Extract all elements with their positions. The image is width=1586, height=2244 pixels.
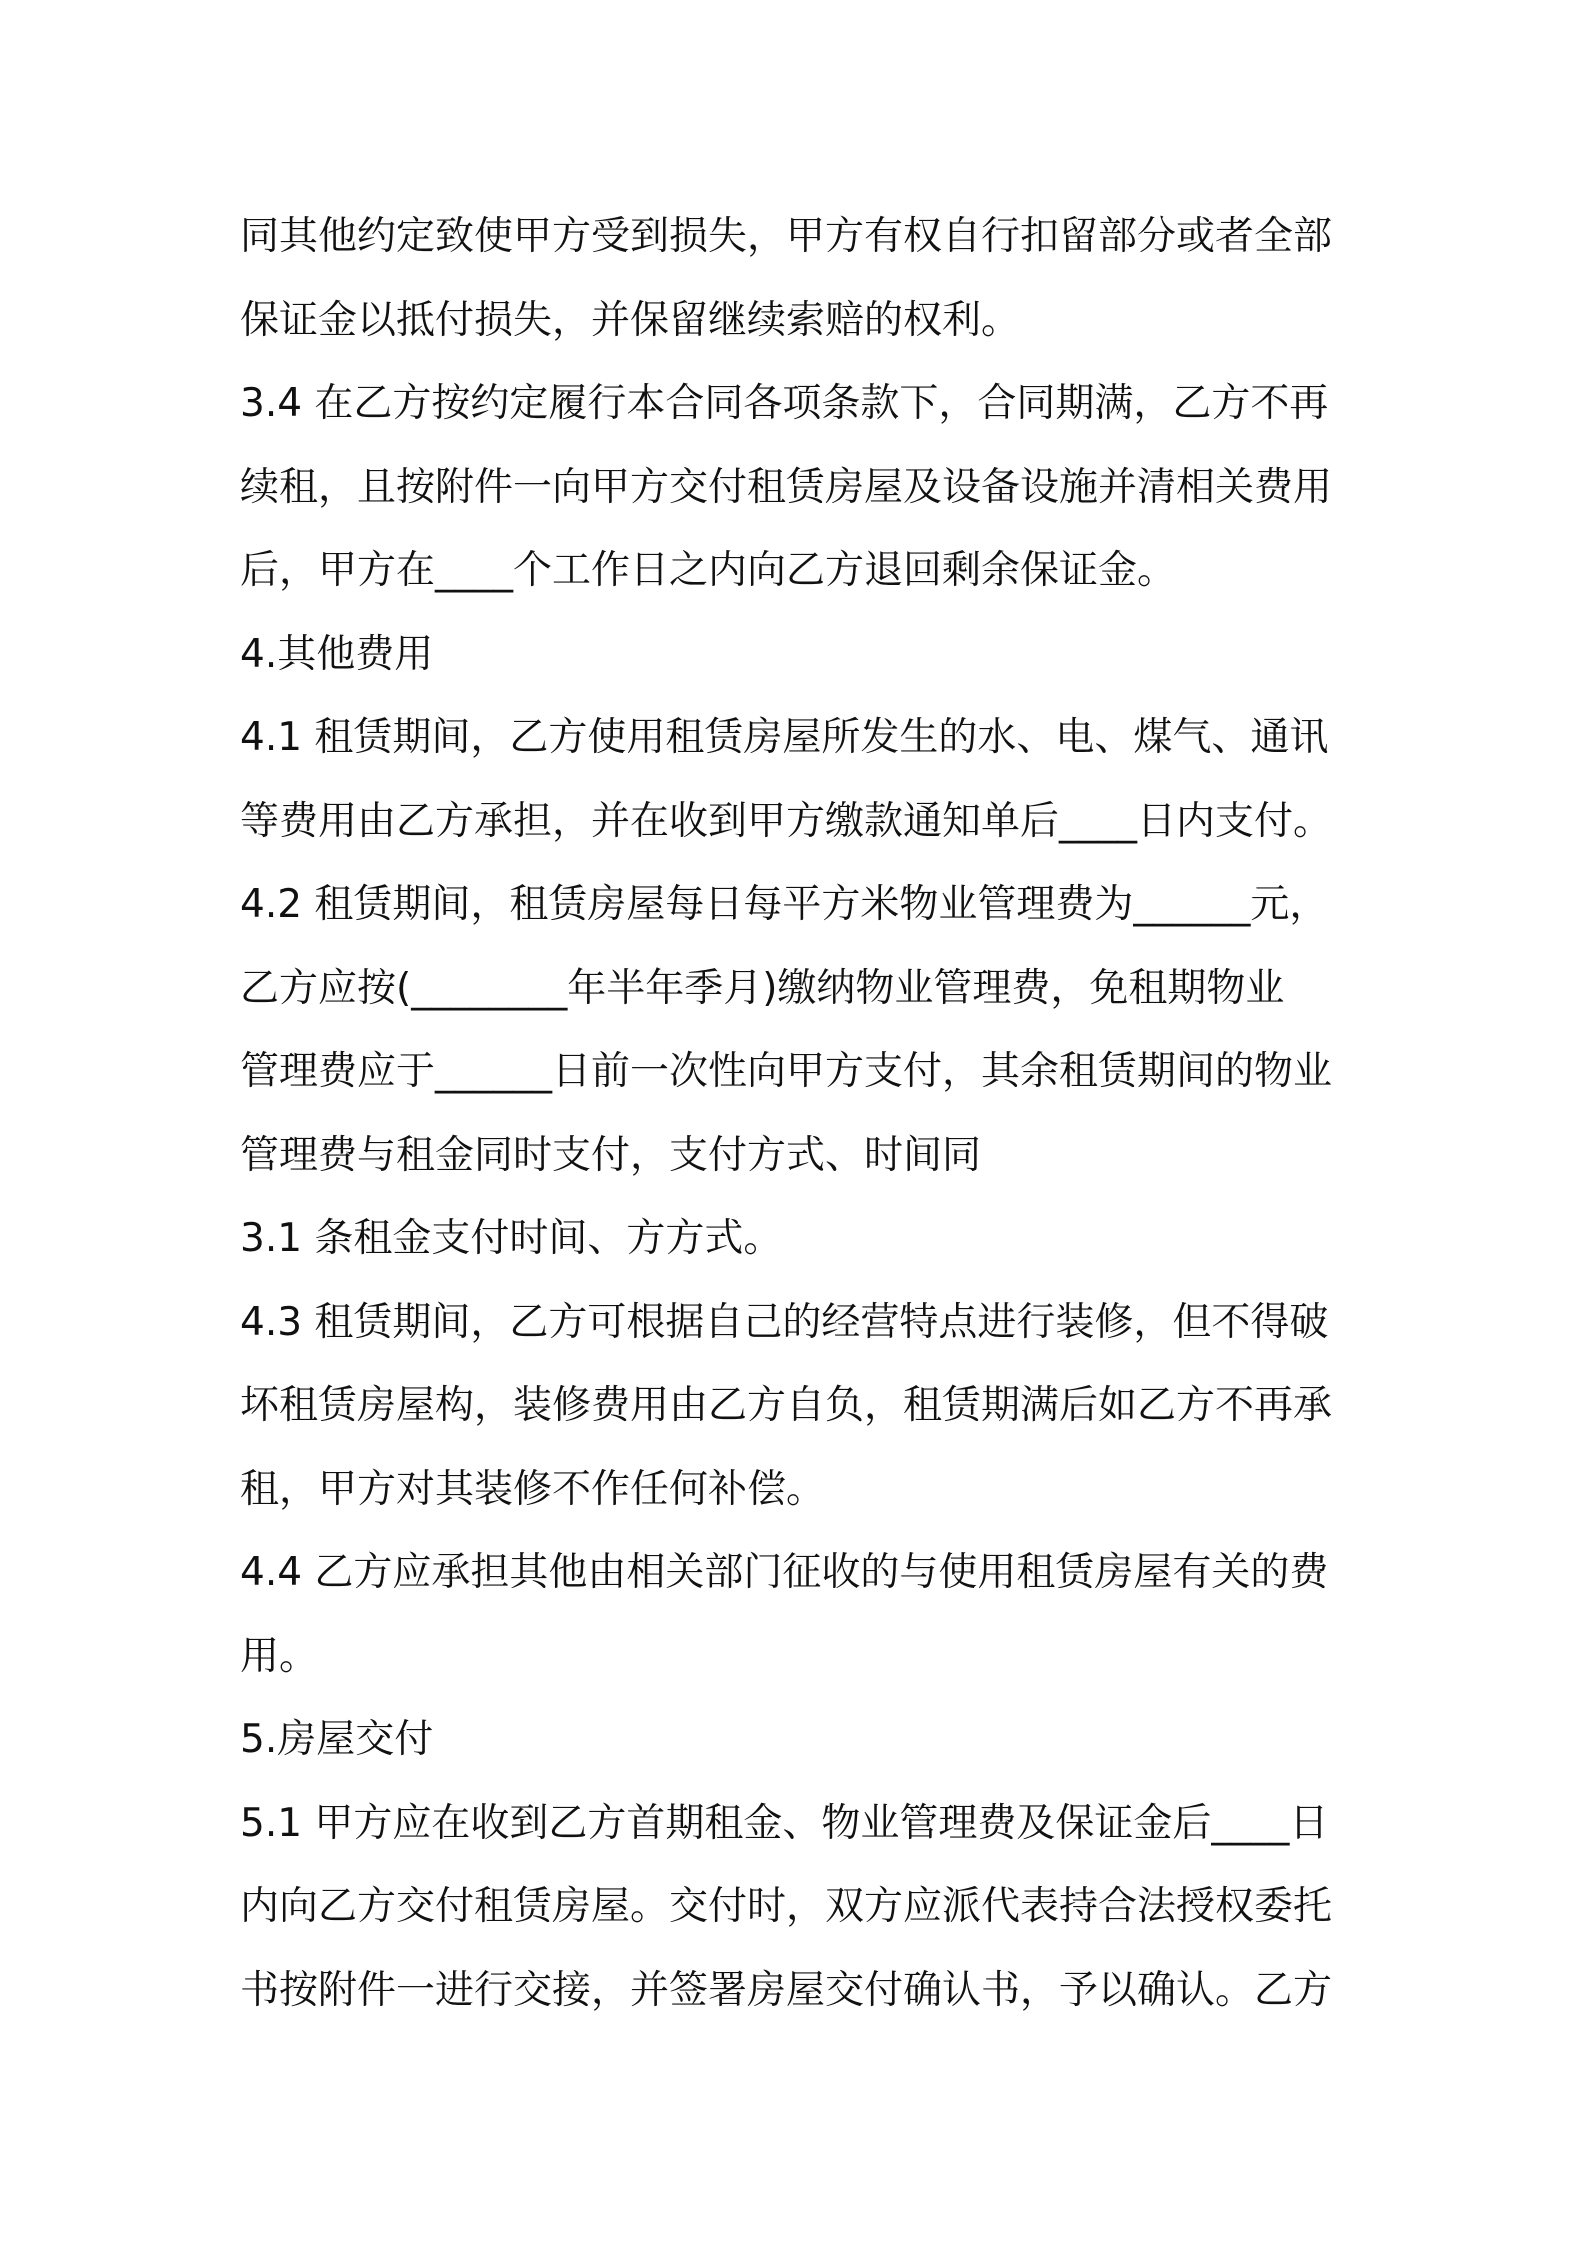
text-line: 3.1 条租金支付时间、方方式。 (240, 1216, 783, 1261)
clause-5-1-line: 5.1 甲方应在收到乙方首期租金、物业管理费及保证金后____日 (240, 1800, 1329, 1846)
text-line: 管理费应于______日前一次性向甲方支付，其余租赁期间的物业 (240, 1049, 1333, 1094)
contract-text-body (240, 195, 1360, 2032)
text-line: 管理费与租金同时支付，支付方式、时间同 (240, 1132, 982, 1178)
text-line: 后，甲方在____个工作日之内向乙方退回剩余保证金。 (240, 548, 1177, 593)
text-line: 租，甲方对其装修不作任何补偿。 (240, 1466, 826, 1512)
text-line: 保证金以抵付损失，并保留继续索赔的权利。 (240, 297, 1021, 343)
section-heading-other-fees: 4.其他费用 (240, 631, 434, 677)
clause-4-3-line: 4.3 租赁期间，乙方可根据自己的经营特点进行装修，但不得破 (240, 1299, 1329, 1345)
clause-4-1-line: 4.1 租赁期间，乙方使用租赁房屋所发生的水、电、煤气、通讯 (240, 715, 1329, 760)
text-line: 等费用由乙方承担，并在收到甲方缴款通知单后____日内支付。 (240, 798, 1333, 844)
text-line: 用。 (240, 1633, 319, 1679)
clause-4-4-line: 4.4 乙方应承担其他由相关部门征收的与使用租赁房屋有关的费 (240, 1550, 1329, 1595)
clause-4-2-line: 4.2 租赁期间，租赁房屋每日每平方米物业管理费为______元， (240, 882, 1329, 927)
text-line: 乙方应按(________年半年季月)缴纳物业管理费，免租期物业 (240, 965, 1285, 1011)
text-line: 书按附件一进行交接，并签署房屋交付确认书，予以确认。乙方 (240, 1967, 1333, 2013)
text-line: 续租，且按附件一向甲方交付租赁房屋及设备设施并清相关费用 (240, 464, 1333, 510)
text-line: 内向乙方交付租赁房屋。交付时，双方应派代表持合法授权委托 (240, 1884, 1333, 1929)
clause-3-4-line: 3.4 在乙方按约定履行本合同各项条款下，合同期满，乙方不再 (240, 381, 1329, 426)
text-line: 坏租赁房屋构，装修费用由乙方自负，租赁期满后如乙方不再承 (240, 1383, 1333, 1428)
section-heading-house-delivery: 5.房屋交付 (240, 1717, 434, 1762)
text-line: 同其他约定致使甲方受到损失，甲方有权自行扣留部分或者全部 (240, 214, 1333, 259)
